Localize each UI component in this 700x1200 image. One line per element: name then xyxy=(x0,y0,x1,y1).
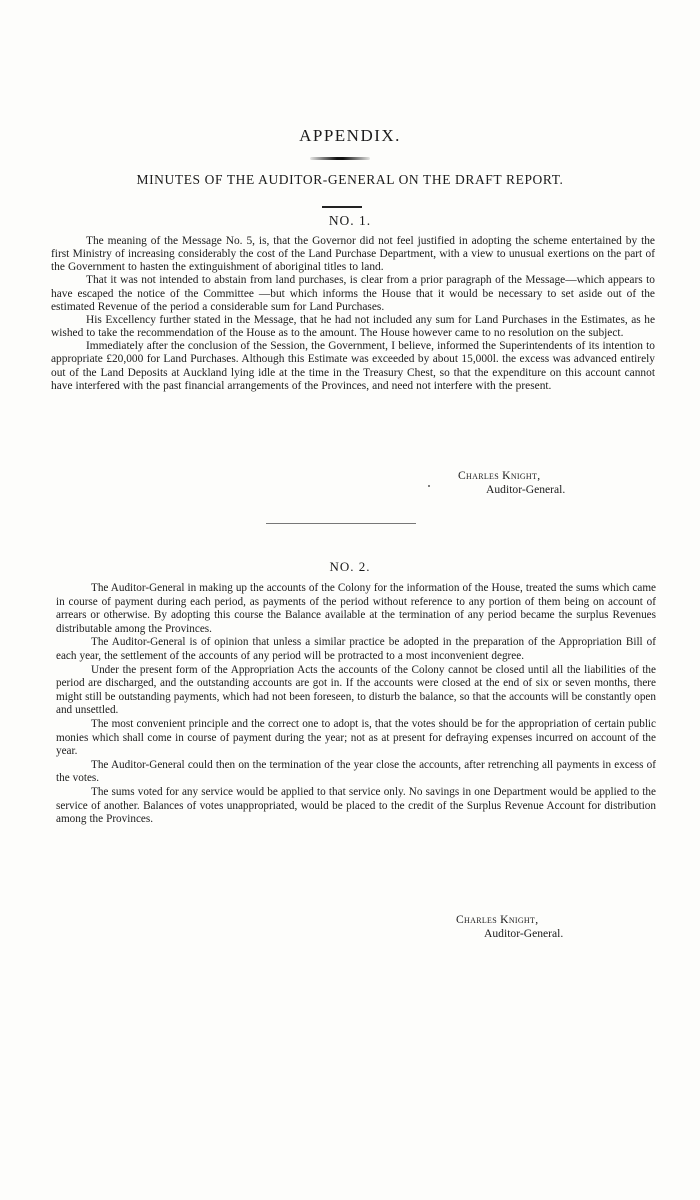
section-1-signature xyxy=(458,469,565,497)
section-2-number: NO. 2. xyxy=(329,559,371,574)
minutes-subheading: MINUTES OF THE AUDITOR-GENERAL ON THE DRAFT REPORT. xyxy=(136,172,564,187)
signature-name: Charles Knight, xyxy=(458,469,541,482)
section-2-paragraph: The Auditor-General is of opinion that unless a similar practice be adopted in the preparation of the Appropriation Bill of each year, the settlement of the accounts of any period will be protracted to a most inconvenient degree. xyxy=(56,636,656,662)
section-2-paragraph: The sums voted for any service would be applied to that service only. No savings in one Department would be applied to the service of another. Balances of votes unappropriated, would be placed to the credit of the Surplus Revenue Account for distribution among the Provinces. xyxy=(56,785,656,826)
section-1-paragraph: His Excellency further stated in the Message, that he had not included any sum for Land Purchases in the Estimates, as he wished to take the recommendation of the House as to the amount. The House however came to no resolution on the subject. xyxy=(51,313,655,340)
section-1-paragraph: That it was not intended to abstain from land purchases, is clear from a prior paragraph of the Message—which appears to have escaped the notice of the Committee —but which informs the House that it would be necessary to set aside out of the estimated Revenue of the period a considerable sum for Land Purchases. xyxy=(51,274,655,313)
signature-title: Auditor-General. xyxy=(486,483,566,496)
ornamental-rule xyxy=(310,157,370,160)
section-2-paragraph: The most convenient principle and the correct one to adopt is, that the votes should be for the appropriation of certain public monies which shall come in course of payment during the year; not as at present for defraying expenses incurred on account of the year. xyxy=(56,717,656,758)
section-1-rule xyxy=(322,206,362,208)
section-divider xyxy=(266,523,416,524)
signature-title: Auditor-General. xyxy=(484,927,564,940)
section-1-body xyxy=(51,235,655,393)
section-2-body xyxy=(56,582,656,827)
signature-name: Charles Knight, xyxy=(456,913,539,926)
section-1-number: NO. 1. xyxy=(328,213,372,228)
appendix-heading: APPENDIX. xyxy=(299,126,401,145)
section-2-paragraph: The Auditor-General could then on the termination of the year close the accounts, after retrenching all payments in excess of the votes. xyxy=(56,758,656,785)
section-2-paragraph: Under the present form of the Appropriation Acts the accounts of the Colony cannot be closed until all the liabilities of the period are discharged, and the outstanding accounts are got in. If the accounts were closed at the end of six or seven months, there might still be outstanding payments, which had not been foreseen, to disturb the balance, so that the accounts will be constantly open and unsettled. xyxy=(56,663,656,717)
stray-mark xyxy=(428,485,430,487)
section-2-paragraph: The Auditor-General in making up the accounts of the Colony for the information of the House, treated the sums which came in course of payment during each period, as payments of the period without reference to any portion of them being on account of arrears or otherwise. By adopting this course the Balance available at the termination of any period became the surplus Revenues distributable among the Provinces. xyxy=(56,582,656,635)
section-1-paragraph: Immediately after the conclusion of the Session, the Government, I believe, informed the Superintendents of its intention to appropriate £20,000 for Land Purchases. Although this Estimate was exceeded by about 15,000l. the excess was advanced entirely out of the Land Deposits at Auckland lying idle at the time in the Treasury Chest, so that the expenditure on this account cannot have interfered with the past financial arrangements of the Provinces, and need not interfere with the present. xyxy=(51,340,655,392)
section-2-signature xyxy=(456,913,563,941)
section-1-paragraph: The meaning of the Message No. 5, is, that the Governor did not feel justified in adopting the scheme entertained by the first Ministry of increasing considerably the cost of the Land Purchase Department, with a view to unusual exertions on the part of the Government to hasten the extinguishment of aboriginal titles to land. xyxy=(51,235,655,274)
